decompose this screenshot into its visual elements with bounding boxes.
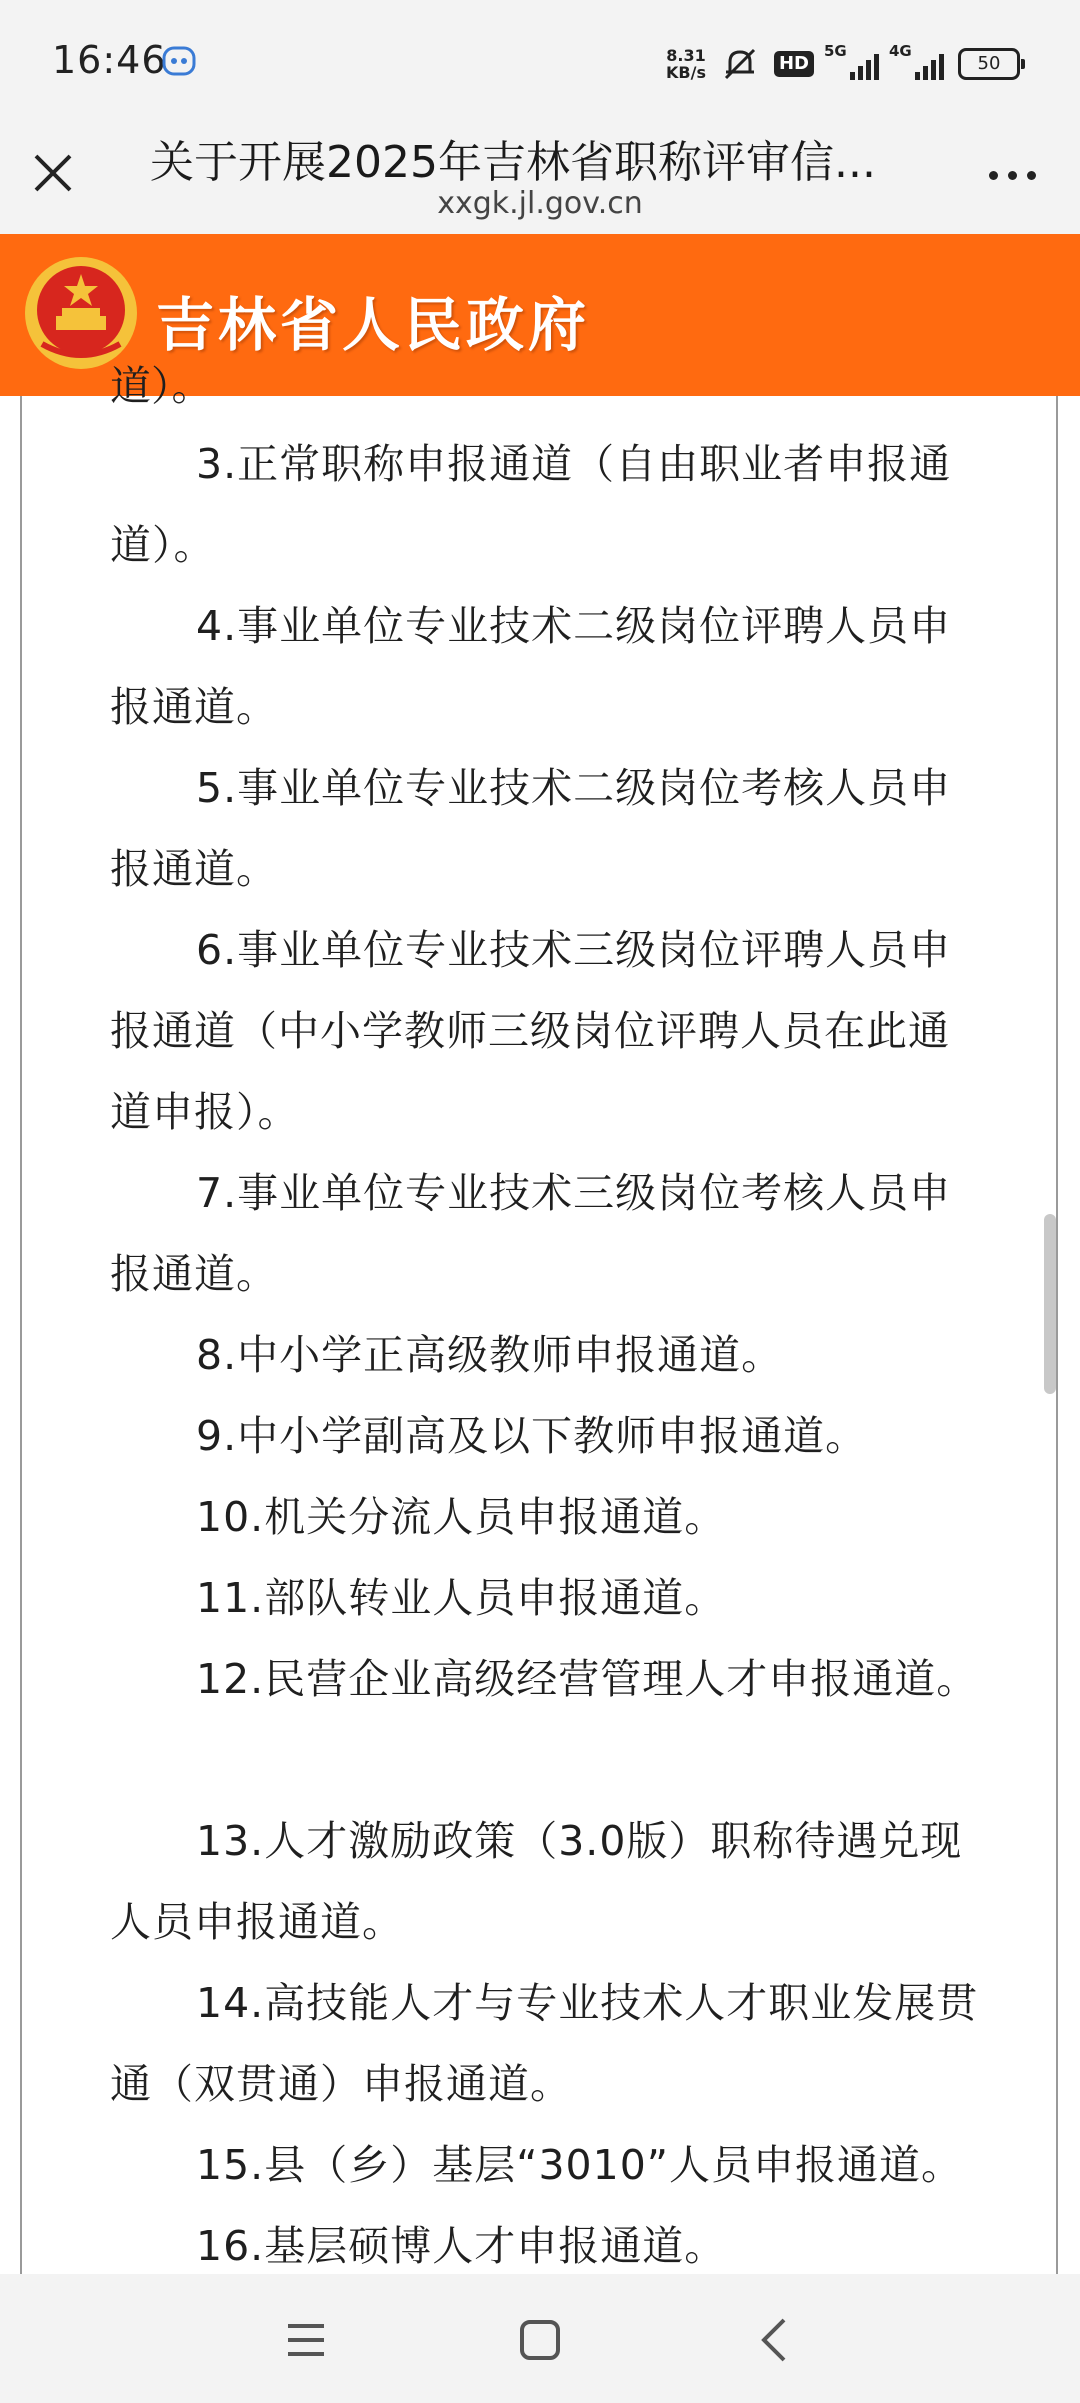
article-paragraph: 13.人才激励政策（3.0版）职称待遇兑现人员申报通道。 [110,1817,963,1946]
signal-5g-label: 5G [824,42,847,60]
article-frame [20,362,1058,2274]
system-nav-bar [0,2274,1080,2403]
article-paragraph: 6.事业单位专业技术三级岗位评聘人员申报通道（中小学教师三级岗位评聘人员在此通道申报）。 [110,926,952,1136]
article-paragraph: 16.基层硕博人才申报通道。 [196,2222,727,2270]
more-options-button[interactable] [982,160,1042,190]
article-paragraph: 14.高技能人才与专业技术人才职业发展贯通（双贯通）申报通道。 [110,1979,979,2108]
banner-title: 吉林省人民政府 [156,291,591,359]
back-icon[interactable] [748,2312,804,2368]
network-speed [666,47,706,81]
article-paragraph: 5.事业单位专业技术二级岗位考核人员申报通道。 [110,764,952,893]
home-icon[interactable] [512,2312,568,2368]
article-body[interactable] [22,362,1056,2274]
article-paragraph: 11.部队转业人员申报通道。 [196,1574,727,1622]
page-domain: xxgk.jl.gov.cn [437,186,643,221]
more-dot-icon [1008,171,1017,180]
more-dot-icon [1027,171,1036,180]
browser-header [0,118,1080,234]
bell-muted-icon [720,46,760,82]
signal-4g-label: 4G [889,42,912,60]
article-paragraph: 3.正常职称申报通道（自由职业者申报通道）。 [110,440,952,569]
article-paragraph: 9.中小学副高及以下教师申报通道。 [196,1412,868,1460]
signal-5g-icon [824,42,879,80]
article-paragraph: 4.事业单位专业技术二级岗位评聘人员申报通道。 [110,602,952,731]
page-title: 关于开展2025年吉林省职称评审信... [150,137,876,188]
hd-badge: HD [774,51,814,77]
article-paragraph: 道）。 [110,362,213,410]
status-bar [0,0,1080,118]
article-paragraph: 8.中小学正高级教师申报通道。 [196,1331,784,1379]
more-dot-icon [989,171,998,180]
status-indicators [666,44,1020,84]
status-time: 16:46 [52,38,167,82]
net-speed-unit: KB/s [666,63,706,82]
app-notification-icon [162,44,198,80]
article-paragraph: 10.机关分流人员申报通道。 [196,1493,727,1541]
menu-icon[interactable] [278,2312,334,2368]
scrollbar[interactable] [1044,1214,1056,1394]
article-paragraph: 15.县（乡）基层“3010”人员申报通道。 [196,2141,964,2189]
battery-icon: 50 [958,48,1020,80]
signal-4g-icon [889,42,944,80]
article-paragraph: 12.民营企业高级经营管理人才申报通道。 [196,1655,979,1703]
net-speed-value: 8.31 [666,46,706,65]
article-paragraph: 7.事业单位专业技术三级岗位考核人员申报通道。 [110,1169,952,1298]
